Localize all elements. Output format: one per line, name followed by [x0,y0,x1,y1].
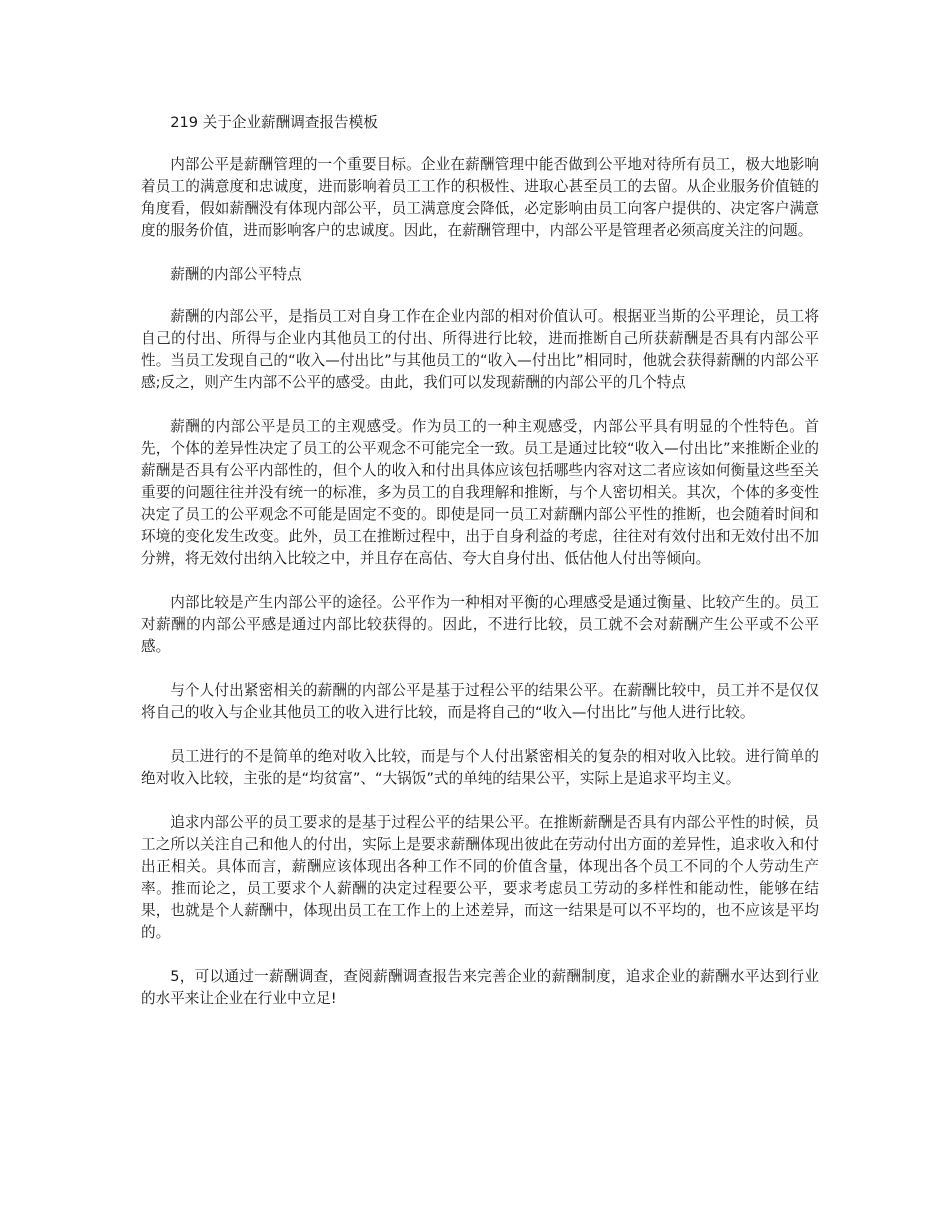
paragraph-relative-income: 员工进行的不是简单的绝对收入比较，而是与个人付出紧密相关的复杂的相对收入比较。进行简单的绝对收入比较，主张的是“均贫富”、“大锅饭”式的单纯的结果公平，实际上是追求平均主义。 [141,748,819,787]
paragraph-comparison: 内部比较是产生内部公平的途径。公平作为一种相对平衡的心理感受是通过衡量、比较产生的。员工对薪酬的内部公平感是通过内部比较获得的。因此，不进行比较，员工就不会对薪酬产生公平或不公平感。 [141,594,819,655]
section-heading: 薪酬的内部公平特点 [170,266,302,283]
paragraph-intro: 内部公平是薪酬管理的一个重要目标。企业在薪酬管理中能否做到公平地对待所有员工，极大地影响着员工的满意度和忠诚度，进而影响着员工工作的积极性、进取心甚至员工的去留。从企业服务价值链的角度看，假如薪酬没有体现内部公平，员工满意度会降低，必定影响由员工向客户提供的、决定客户满意度的服务价值，进而影响客户的忠诚度。因此，在薪酬管理中，内部公平是管理者必须高度关注的问题。 [141,156,819,239]
document-title: 219 关于企业薪酬调查报告模板 [170,114,378,131]
paragraph-conclusion: 5，可以通过一薪酬调查，查阅薪酬调查报告来完善企业的薪酬制度，追求企业的薪酬水平达到行业的水平来让企业在行业中立足! [141,968,819,1007]
paragraph-pursuit: 追求内部公平的员工要求的是基于过程公平的结果公平。在推断薪酬是否具有内部公平性的时候，员工之所以关注自己和他人的付出，实际上是要求薪酬体现出彼此在劳动付出方面的差异性，追求收入和付出正相关。具体而言，薪酬应该体现出各种工作不同的价值含量，体现出各个员工不同的个人劳动生产率。推而论之，员工要求个人薪酬的决定过程要公平，要求考虑员工劳动的多样性和能动性，能够在结果，也就是个人薪酬中，体现出员工在工作上的上述差异，而这一结果是可以不平均的，也不应该是平均的。 [141,814,819,941]
paragraph-definition: 薪酬的内部公平，是指员工对自身工作在企业内部的相对价值认可。根据亚当斯的公平理论，员工将自己的付出、所得与企业内其他员工的付出、所得进行比较，进而推断自己所获薪酬是否具有内部公平性。当员工发现自己的“收入—付出比”与其他员工的“收入—付出比”相同时，他就会获得薪酬的内部公平感;反之，则产生内部不公平的感受。由此，我们可以发现薪酬的内部公平的几个特点 [141,308,819,391]
paragraph-process-fairness: 与个人付出紧密相关的薪酬的内部公平是基于过程公平的结果公平。在薪酬比较中，员工并不是仅仅将自己的收入与企业其他员工的收入进行比较，而是将自己的“收入—付出比”与他人进行比较。 [141,682,819,721]
paragraph-subjective: 薪酬的内部公平是员工的主观感受。作为员工的一种主观感受，内部公平具有明显的个性特色。首先，个体的差异性决定了员工的公平观念不可能完全一致。员工是通过比较“收入—付出比”来推断企业的薪酬是否具有公平内部性的，但个人的收入和付出具体应该包括哪些内容对这二者应该如何衡量这些至关重要的问题往往并没有统一的标准，多为员工的自我理解和推断，与个人密切相关。其次，个体的多变性决定了员工的公平观念不可能是固定不变的。即使是同一员工对薪酬内部公平性的推断，也会随着时间和环境的变化发生改变。此外，员工在推断过程中，出于自身利益的考虑，往往对有效付出和无效付出不加分辨，将无效付出纳入比较之中，并且存在高估、夸大自身付出、低估他人付出等倾向。 [141,418,819,567]
document-body [141,112,819,1032]
